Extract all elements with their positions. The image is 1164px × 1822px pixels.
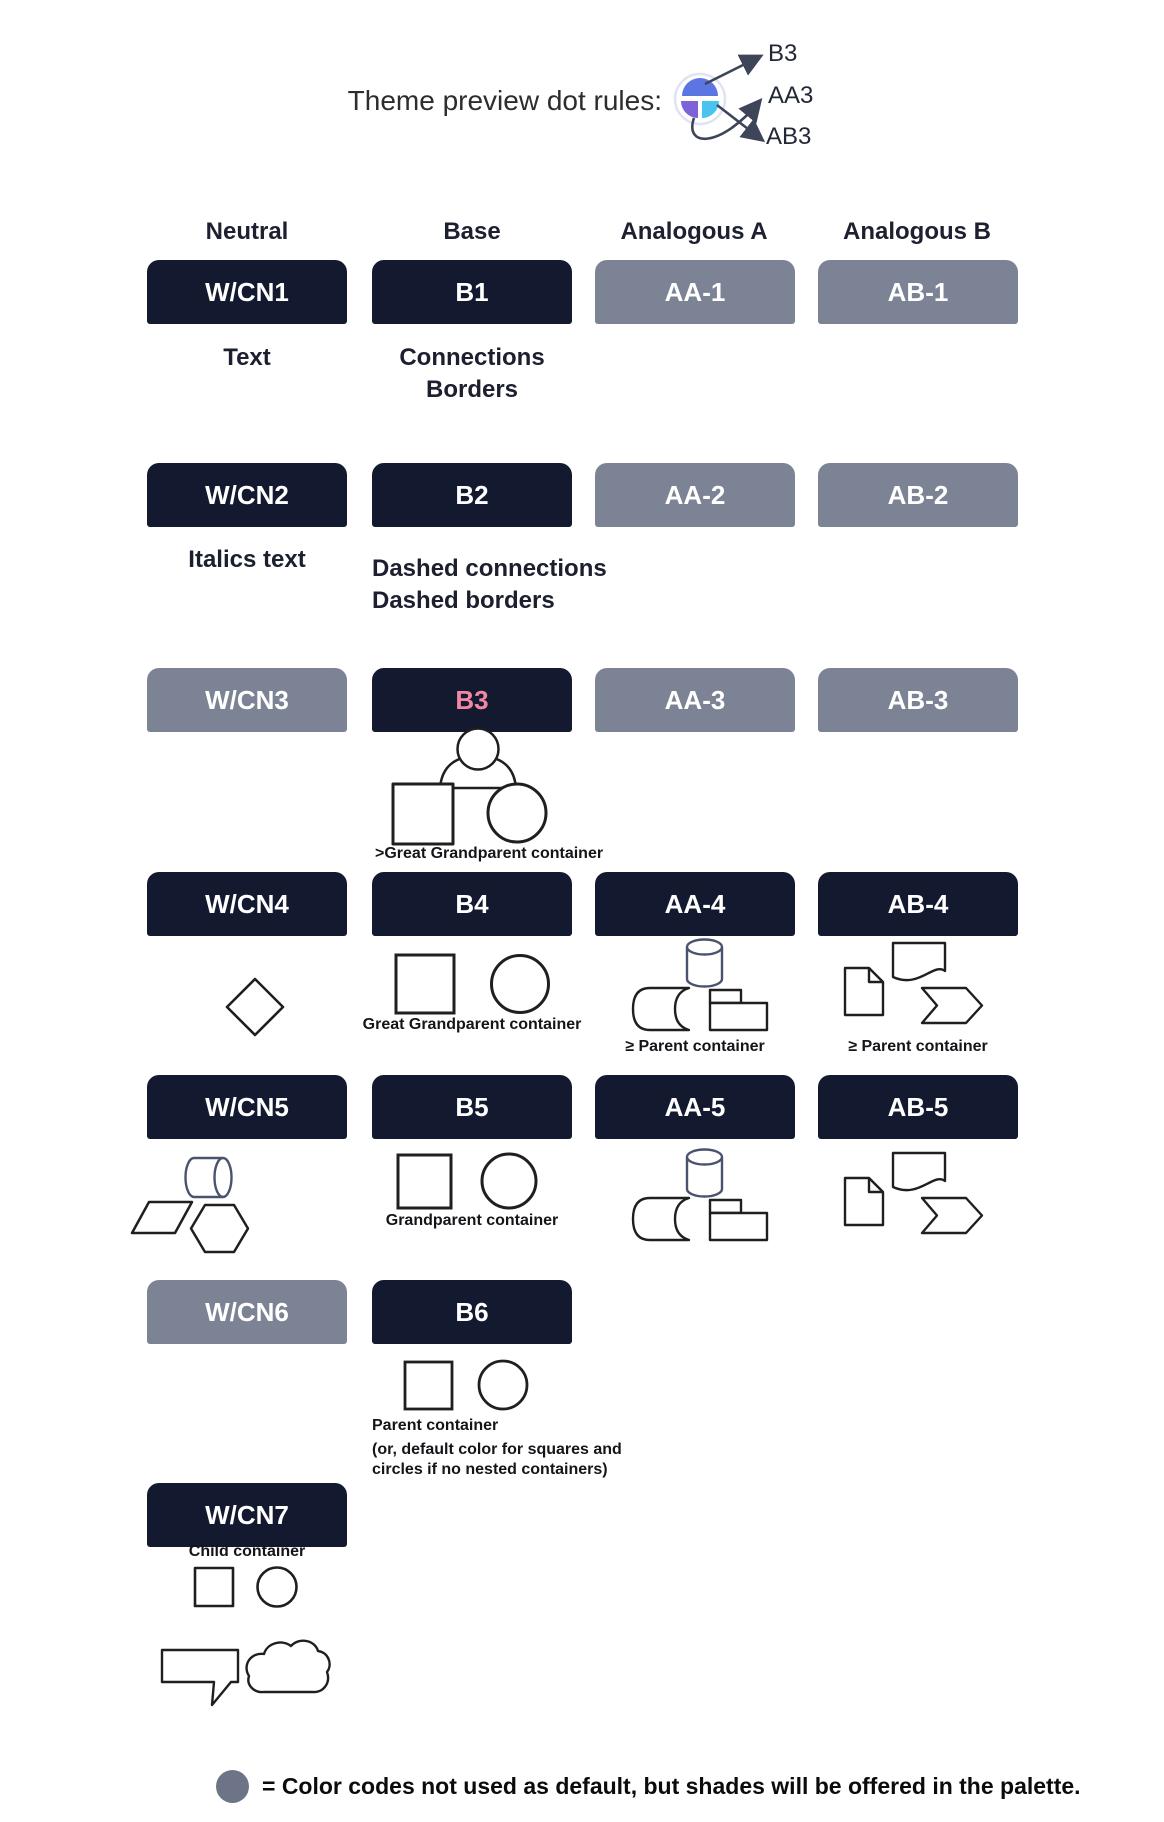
caption-parent-line1: Parent container [372,1417,499,1434]
swatch-b6: B6 [372,1280,572,1344]
document-fold [869,968,883,982]
ab-shape-cluster [845,943,982,1023]
column-header-neutral: Neutral [205,218,289,245]
column-header-analogous-a: Analogous A [620,218,768,245]
dot-label-aa3: AA3 [768,82,814,109]
swatch-aa5: AA-5 [595,1075,795,1139]
swatch-b2: B2 [372,463,572,527]
circle-shape-b5 [482,1154,536,1208]
swatch-b5: B5 [372,1075,572,1139]
card-tab-shape [710,990,741,1003]
swatch-wcn4: W/CN4 [147,872,347,936]
square-shape-b3 [393,784,453,844]
swatch-aa3: AA-3 [595,668,795,732]
horizontal-cylinder-end [215,1158,232,1197]
square-shape-child [195,1568,233,1606]
swatch-wcn1: W/CN1 [147,260,347,324]
dot-bottom-right-segment [702,101,719,118]
aa5-shape-cluster [633,1150,767,1241]
column-header-base: Base [443,218,501,245]
swatch-ab2: AB-2 [818,463,1018,527]
cloud-shape [247,1641,330,1692]
caption-parent-line2: (or, default color for squares and [372,1441,622,1458]
person-head-shape [458,729,499,770]
swatch-ab3: AB-3 [818,668,1018,732]
note-connections: Connections [399,344,545,371]
arrow-to-ab3 [717,105,761,139]
swatch-ab5: AB-5 [818,1075,1018,1139]
square-shape-b5 [398,1155,451,1208]
swatch-b1: B1 [372,260,572,324]
arrow-to-b3 [705,57,759,84]
document-shape [845,968,883,1015]
caption-grandparent: Grandparent container [385,1212,559,1229]
speech-bubble-shape [162,1650,238,1705]
circle-shape-b4 [492,956,549,1013]
ab5-shape-cluster [845,1153,982,1233]
hexagon-shape [191,1205,248,1252]
caption-parent-line3: circles if no nested containers) [372,1461,608,1478]
legend-dot [216,1770,249,1803]
swatch-ab4: AB-4 [818,872,1018,936]
swatch-b4: B4 [372,872,572,936]
wave-card-shape [893,943,945,980]
dot-top-segment [682,78,718,96]
dot-label-b3: B3 [768,40,798,67]
dot-label-ab3: AB3 [766,123,812,150]
swatch-aa2: AA-2 [595,463,795,527]
legend-text: = Color codes not used as default, but shades will be offered in the palette. [262,1773,1081,1799]
circle-shape-child [258,1568,297,1607]
chevron-shape [922,988,982,1023]
database-cylinder-top [687,940,722,955]
swatch-ab1: AB-1 [818,260,1018,324]
swatch-wcn2: W/CN2 [147,463,347,527]
caption-great-grandparent: Great Grandparent container [362,1016,582,1033]
square-shape-b4 [396,955,454,1013]
theme-preview-dot-icon [675,74,725,124]
caption-great-grandparent-gt: >Great Grandparent container [375,845,604,862]
arrow-to-aa3 [692,102,759,139]
parallelogram-shape [132,1202,192,1233]
column-header-analogous-b: Analogous B [843,218,991,245]
dot-bottom-left-segment [681,101,698,118]
diamond-shape [227,979,283,1035]
circle-shape-b3 [488,784,546,842]
swatch-wcn6: W/CN6 [147,1280,347,1344]
caption-child-container: Child container [188,1543,306,1560]
stored-data-shape [633,988,689,1030]
note-borders: Borders [425,376,519,403]
note-dashed-borders: Dashed borders [372,587,555,614]
dot-ring [675,74,725,124]
caption-aa-parent: ≥ Parent container [625,1038,765,1055]
square-shape-b6 [405,1362,452,1409]
database-cylinder-icon [687,947,722,987]
card-body-shape [710,1003,767,1030]
swatch-aa1: AA-1 [595,260,795,324]
person-shoulders-shape [440,756,516,788]
aa-shape-cluster [633,940,767,1031]
horizontal-cylinder-icon [186,1158,224,1197]
caption-ab-parent: ≥ Parent container [848,1038,988,1055]
swatch-aa4: AA-4 [595,872,795,936]
note-text: Text [223,344,271,371]
note-italics-text: Italics text [188,546,306,573]
swatch-b3: B3 [372,668,572,732]
swatch-wcn7: W/CN7 [147,1483,347,1547]
note-dashed-connections: Dashed connections [372,555,607,582]
circle-shape-b6 [479,1361,527,1409]
page-title: Theme preview dot rules: [347,85,662,116]
swatch-wcn3: W/CN3 [147,668,347,732]
swatch-wcn5: W/CN5 [147,1075,347,1139]
